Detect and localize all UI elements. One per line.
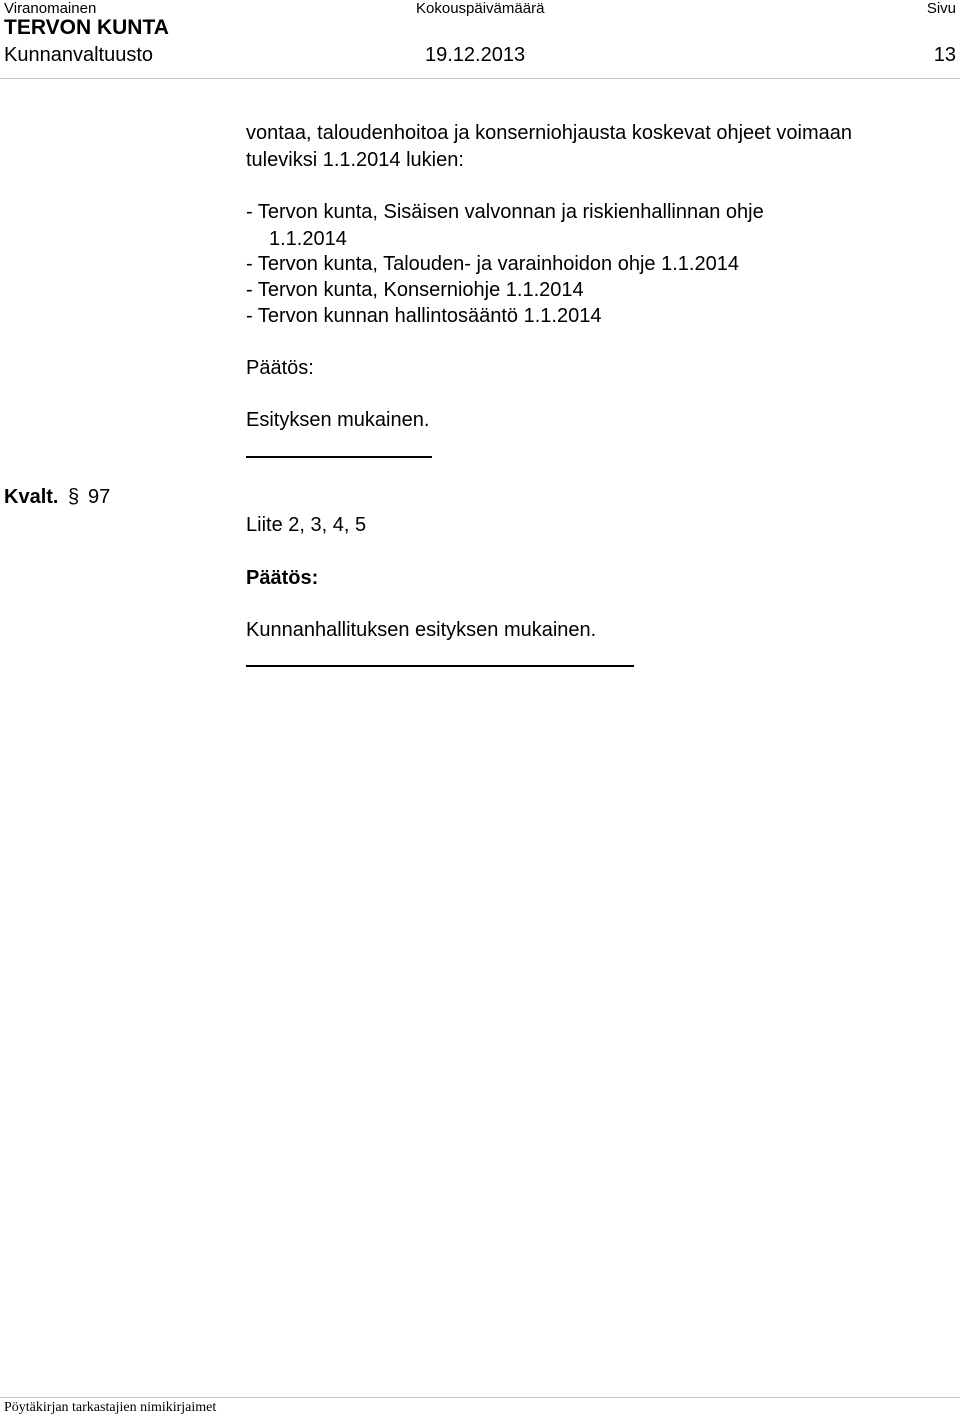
list-item: - Tervon kunta, Talouden- ja varainhoidon ohje 1.1.2014 [246, 253, 739, 275]
list-item: - Tervon kunta, Konserniohje 1.1.2014 [246, 279, 584, 301]
intro-line-1: vontaa, taloudenhoitoa ja konserniohjausta koskevat ohjeet voimaan [246, 122, 852, 144]
header-author-label: Viranomainen [4, 0, 97, 17]
page-number: 13 [933, 44, 956, 66]
footer-divider [0, 1397, 960, 1398]
header-divider [0, 78, 960, 79]
section-separator [246, 456, 432, 458]
paragraph-sign: § [68, 486, 80, 508]
decision-text: Esityksen mukainen. [246, 409, 430, 431]
organization-name: TERVON KUNTA [4, 16, 169, 39]
attachments: Liite 2, 3, 4, 5 [246, 514, 367, 536]
header-page-label: Sivu [926, 0, 956, 17]
decision-label: Päätös: [246, 357, 314, 379]
meeting-date: 19.12.2013 [425, 44, 526, 66]
section-number: 97 [88, 486, 111, 508]
section-label: Kvalt. [4, 486, 59, 508]
decision-label-bold: Päätös: [246, 567, 319, 589]
list-item-continuation: 1.1.2014 [269, 228, 347, 250]
list-item: - Tervon kunnan hallintosääntö 1.1.2014 [246, 305, 602, 327]
section-separator [246, 665, 634, 667]
footer-signature-label: Pöytäkirjan tarkastajien nimikirjaimet [4, 1400, 217, 1415]
meeting-body: Kunnanvaltuusto [4, 44, 154, 66]
decision-text: Kunnanhallituksen esityksen mukainen. [246, 619, 597, 641]
intro-line-2: tuleviksi 1.1.2014 lukien: [246, 149, 464, 171]
list-item: - Tervon kunta, Sisäisen valvonnan ja riskienhallinnan ohje [246, 201, 764, 223]
header-date-label: Kokouspäivämäärä [416, 0, 545, 17]
